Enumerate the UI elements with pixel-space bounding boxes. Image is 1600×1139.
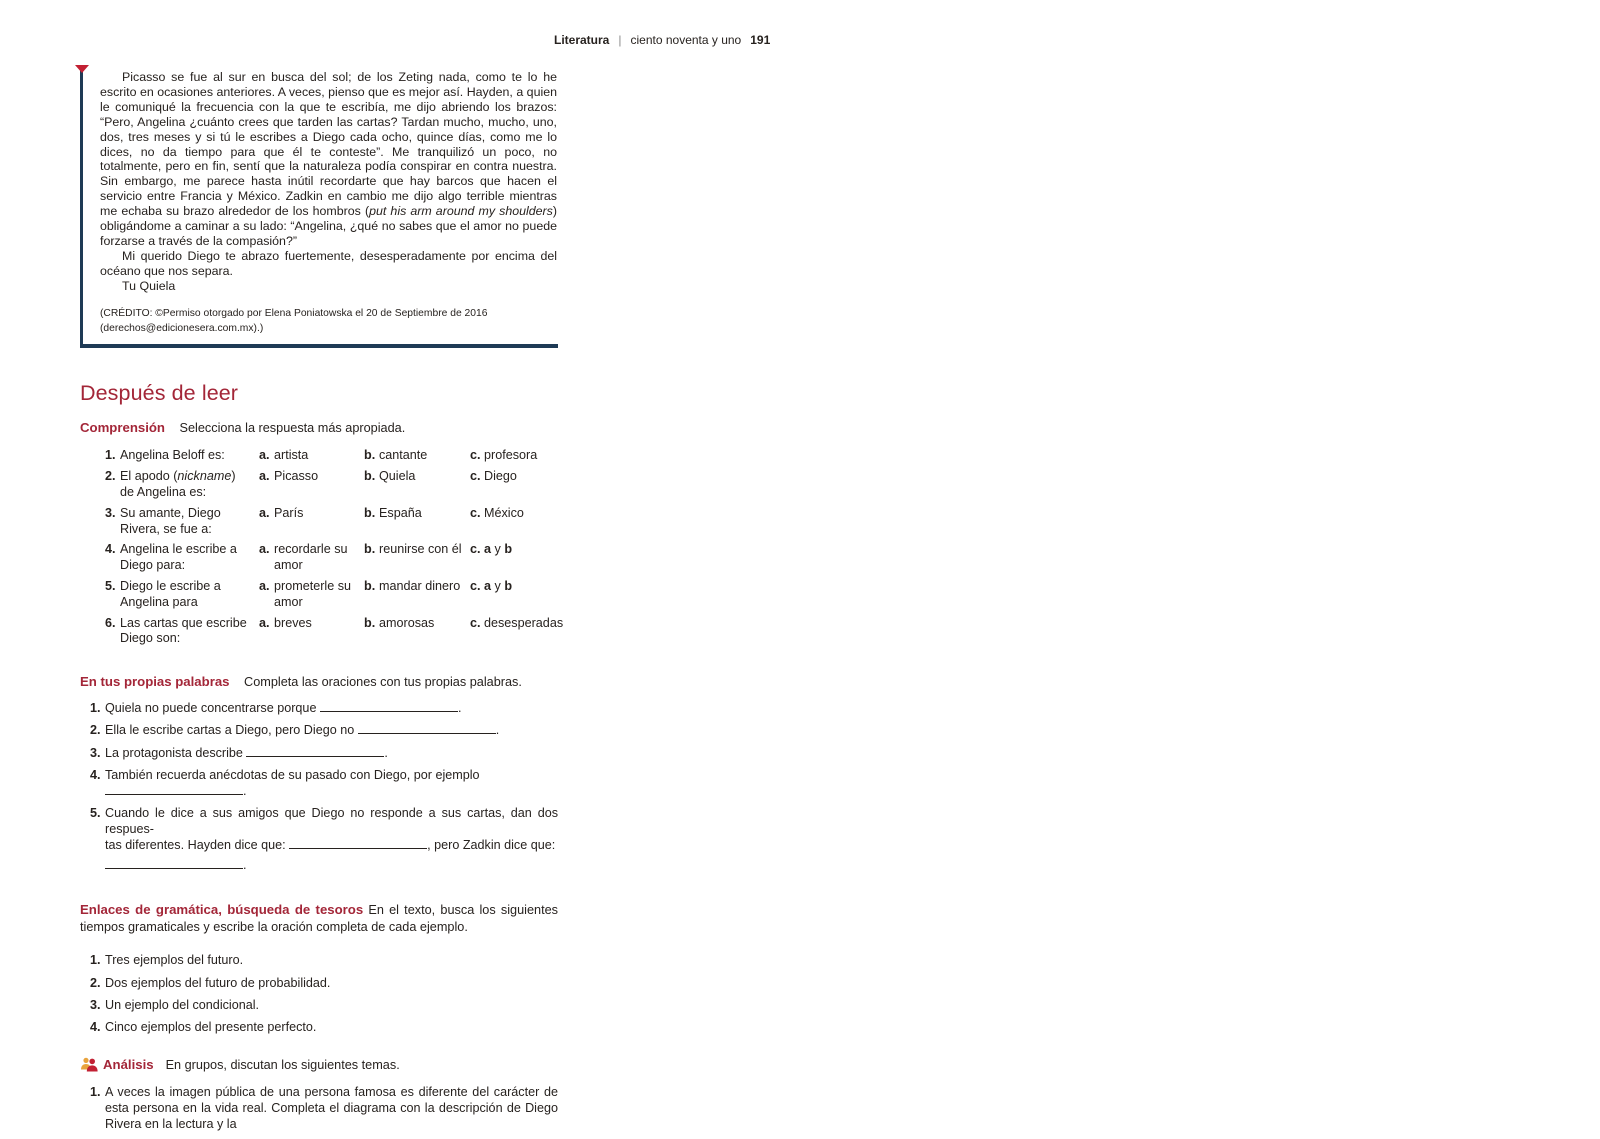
comprension-instructions: Selecciona la respuesta más apropiada. [179,421,406,436]
mc-question-row: 1. Angelina Beloff es: a. artista b. cantante c. profesora [105,448,558,464]
answer-blank-line [246,746,384,757]
propias-palabras-heading: En tus propias palabras [80,674,230,690]
choice-c: México [484,505,524,520]
mc-question-row: 4. Angelina le escribe a Diego para: a. recordarle su amor b. reunirse con él c. a y b [105,542,558,574]
choice-c: Diego [484,469,517,484]
comprension-heading-line [80,420,558,436]
answer-blank-line [105,858,243,869]
fill-in-list [80,701,558,873]
item5-line2: tas diferentes. Hayden dice que: , pero Zadkin dice que: [105,837,556,852]
letter-credit: (CRÉDITO: ©Permiso otorgado por Elena Poniatowska el 20 de Septiembre de 2016 (derechos@edicionesera.com.mx).) [100,307,488,334]
page-column [80,66,564,1139]
letter-paragraph-1: Picasso se fue al sur en busca del sol; de los Zeting nada, como te lo he escrito en ocasiones anteriores. A veces, pienso que es mejor así. Hayden, a quien le comuniqué la frecuencia con la que te escribía, me dijo abriendo los brazos: “Pero, Angelina ¿cuánto crees que tarden las cartas? Tardan mucho, mucho, uno, dos, tres meses y si tú le escribes a Diego cada ocho, quince días, como me lo dices, no da tiempo para que él te conteste”. Me tranquilizó un poco, no totalmente, pero en fin, sentí que la naturaleza podía conspirar en contra nuestra. Sin embargo, me parece hasta inútil recordarte que hay barcos que hacen el servicio entre Francia y México. Zadkin en cambio me dijo algo terrible mientras me echaba su brazo alrededor de los hombros (put his arm around my shoulders) obligándome a caminar a su lado: “Angelina, ¿qué no sabes que el amor no puede forzarse a través de la compasión?” [100,70,557,248]
analisis-heading: Análisis [103,1057,154,1073]
multiple-choice-list [105,448,564,647]
letter-signature: Tu Quiela [122,278,176,293]
analisis-heading-line [80,1057,558,1072]
choice-a: recordarle su amor [274,542,348,573]
answer-blank-line [105,784,243,795]
enlaces-item: 1. Tres ejemplos del futuro. [90,953,244,968]
choice-b: cantante [379,448,428,463]
analisis-instructions: En grupos, discutan los siguientes temas. [165,1057,400,1072]
choice-c: desesperadas [484,615,564,630]
fill-in-item: 2. Ella le escribe cartas a Diego, pero Diego no . [90,723,500,738]
choice-c: a y b [484,578,513,593]
enlaces-item: 2. Dos ejemplos del futuro de probabilidad. [90,975,331,990]
enlaces-heading: Enlaces de gramática, búsqueda de tesoros [80,902,364,918]
running-head-page-words: ciento noventa y uno [630,33,742,47]
item5-line1: Cuando le dice a sus amigos que Diego no responde a sus cartas, dan dos respues- [105,806,558,836]
analisis-item: 1. A veces la imagen pública de una persona famosa es diferente del carácter de esta persona en la vida real. Completa el diagrama con la descripción de Diego Rivera en la lectura y la [90,1085,558,1131]
choice-b: España [379,505,422,520]
fill-in-item: 1. Quiela no puede concentrarse porque . [90,701,462,716]
choice-b: reunirse con él [379,542,462,557]
choice-b: mandar dinero [379,578,461,593]
running-head [554,33,770,47]
fill-in-item: 5. Cuando le dice a sus amigos que Diego no responde a sus cartas, dan dos respues- tas diferentes. Hayden dice que: , pero Zadkin dice que: . [90,806,558,872]
letter-paragraph-2: Mi querido Diego te abrazo fuertemente, desesperadamente por encima del océano que nos separa. [100,248,557,278]
analisis-list [80,1085,558,1132]
choice-c: a y b [484,542,513,557]
answer-blank-line [358,723,496,734]
enlaces-item: 3. Un ejemplo del condicional. [90,997,260,1012]
section-title-despues-de-leer: Después de leer [80,381,239,406]
mc-question-row: 3. Su amante, Diego Rivera, se fue a: a. París b. España c. México [105,506,558,538]
letter-italic-phrase: put his arm around my shoulders [369,204,553,219]
page-number: 191 [750,33,771,47]
answer-blank-line [289,838,427,849]
fill-in-item: 3. La protagonista describe . [90,745,388,760]
choice-a: breves [274,615,312,630]
enlaces-item: 4. Cinco ejemplos del presente perfecto. [90,1020,317,1035]
propias-palabras-heading-line [80,674,558,690]
enlaces-list [80,953,558,1036]
group-people-icon [80,1057,98,1072]
reading-letter-box [80,66,558,348]
mc-question-row: 5. Diego le escribe a Angelina para a. prometerle su amor b. mandar dinero c. a y b [105,579,558,611]
choice-c: profesora [484,448,538,463]
item5-line3: . [105,858,558,874]
fill-in-item: 4. También recuerda anécdotas de su pasado con Diego, por ejemplo . [90,768,480,798]
red-triangle-marker-icon [75,65,89,73]
choice-a: artista [274,448,309,463]
answer-blank-line [320,701,458,712]
running-head-section: Literatura [554,33,610,47]
choice-a: Picasso [274,469,319,484]
choice-a: París [274,505,304,520]
choice-b: amorosas [379,615,435,630]
mc-question-row: 2. El apodo (nickname) de Angelina es: a. Picasso b. Quiela c. Diego [105,469,558,501]
mc-question-row: 6. Las cartas que escribe Diego son: a. breves b. amorosas c. desesperadas [105,615,564,646]
propias-palabras-instructions: Completa las oraciones con tus propias palabras. [244,675,522,690]
comprension-heading: Comprensión [80,420,165,436]
enlaces-heading-paragraph [80,902,558,935]
choice-b: Quiela [379,469,416,484]
choice-a: prometerle su amor [274,578,351,609]
running-head-divider: | [618,33,622,47]
enlaces-instructions: En el texto, busca los siguientes tiempos gramaticales y escribe la oración completa de cada ejemplo. [80,903,558,934]
